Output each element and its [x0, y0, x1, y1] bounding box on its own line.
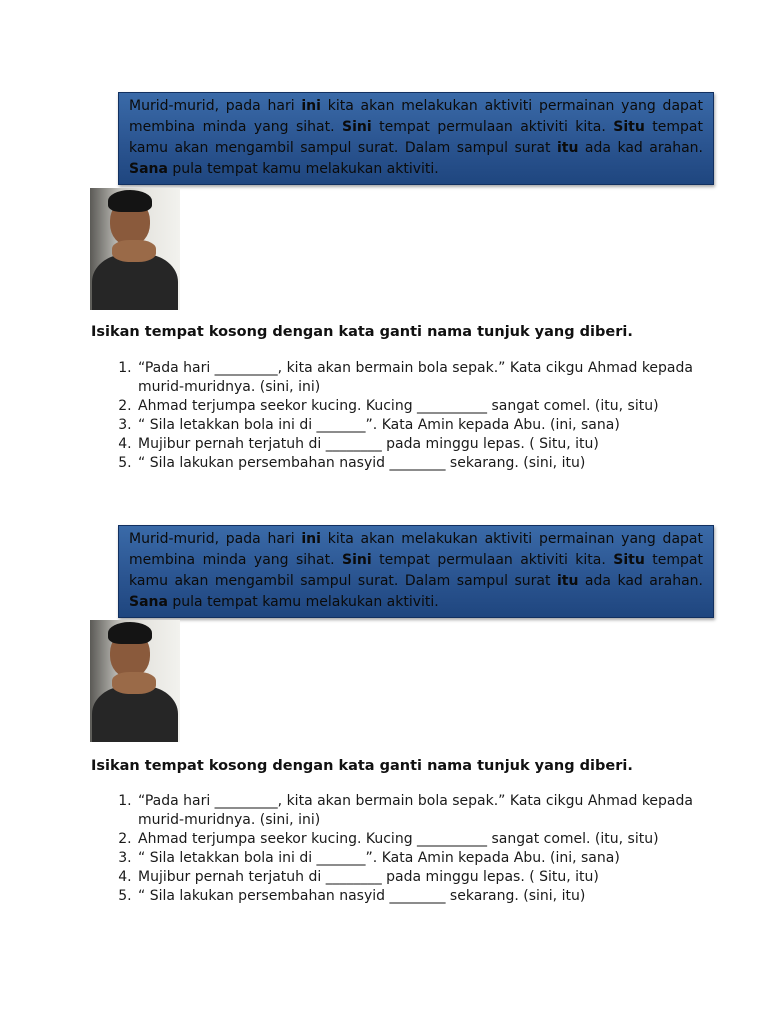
instruction-heading: Isikan tempat kosong dengan kata ganti nama tunjuk yang diberi.: [91, 324, 633, 340]
student-photo: [90, 620, 180, 742]
question-list: [112, 359, 696, 473]
question-item: 5. “ Sila lakukan persembahan nasyid ________ sekarang. (sini, itu): [136, 454, 696, 473]
question-item: 4. Mujibur pernah terjatuh di ________ pada minggu lepas. ( Situ, itu): [136, 435, 696, 454]
question-item: 5. “ Sila lakukan persembahan nasyid ________ sekarang. (sini, itu): [136, 887, 696, 906]
question-item: 1. “Pada hari _________, kita akan bermain bola sepak.” Kata cikgu Ahmad kepada murid-muridnya. (sini, ini): [136, 792, 696, 830]
question-item: 3. “ Sila letakkan bola ini di _______”. Kata Amin kepada Abu. (ini, sana): [136, 849, 696, 868]
question-list: [112, 792, 696, 906]
student-photo: [90, 188, 180, 310]
question-item: 2. Ahmad terjumpa seekor kucing. Kucing __________ sangat comel. (itu, situ): [136, 397, 696, 416]
passage-box: Murid-murid, pada hari ini kita akan melakukan aktiviti permainan yang dapat membina minda yang sihat. Sini tempat permulaan aktiviti kita. Situ tempat kamu akan mengambil sampul surat. Dalam sampul surat itu ada kad arahan. Sana pula tempat kamu melakukan aktiviti.: [118, 92, 714, 185]
instruction-heading: Isikan tempat kosong dengan kata ganti nama tunjuk yang diberi.: [91, 758, 633, 774]
question-item: 1. “Pada hari _________, kita akan bermain bola sepak.” Kata cikgu Ahmad kepada murid-muridnya. (sini, ini): [136, 359, 696, 397]
passage-box: Murid-murid, pada hari ini kita akan melakukan aktiviti permainan yang dapat membina minda yang sihat. Sini tempat permulaan aktiviti kita. Situ tempat kamu akan mengambil sampul surat. Dalam sampul surat itu ada kad arahan. Sana pula tempat kamu melakukan aktiviti.: [118, 525, 714, 618]
question-item: 2. Ahmad terjumpa seekor kucing. Kucing __________ sangat comel. (itu, situ): [136, 830, 696, 849]
question-item: 3. “ Sila letakkan bola ini di _______”. Kata Amin kepada Abu. (ini, sana): [136, 416, 696, 435]
question-item: 4. Mujibur pernah terjatuh di ________ pada minggu lepas. ( Situ, itu): [136, 868, 696, 887]
